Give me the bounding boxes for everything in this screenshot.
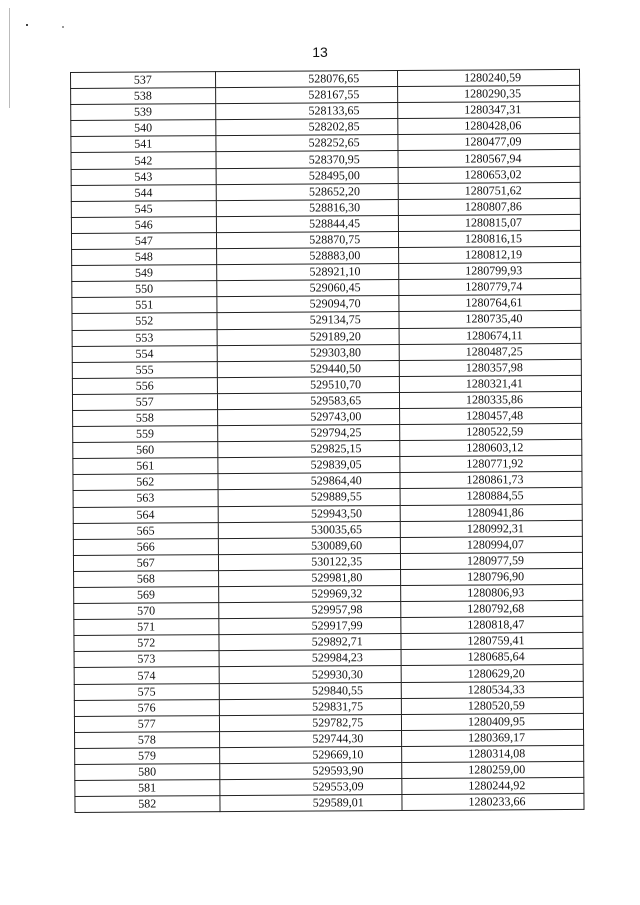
point-number-cell: 582: [75, 796, 220, 813]
point-number-cell: 541: [71, 136, 216, 153]
x-coordinate-cell: 529825,15: [217, 441, 400, 458]
x-coordinate-cell: 530122,35: [218, 553, 401, 570]
x-coordinate-cell: 528870,75: [216, 231, 399, 248]
y-coordinate-cell: 1280941,86: [400, 504, 582, 521]
y-coordinate-cell: 1280771,92: [400, 456, 582, 473]
x-coordinate-cell: 530035,65: [218, 521, 401, 538]
y-coordinate-cell: 1280779,74: [399, 279, 581, 296]
point-number-cell: 572: [74, 635, 219, 652]
x-coordinate-cell: 528652,20: [216, 183, 399, 200]
point-number-cell: 544: [71, 184, 216, 201]
x-coordinate-cell: 529892,71: [218, 634, 401, 651]
y-coordinate-cell: 1280977,59: [401, 552, 583, 569]
point-number-cell: 561: [73, 458, 218, 475]
x-coordinate-cell: 528252,65: [215, 135, 398, 152]
x-coordinate-cell: 529510,70: [217, 376, 400, 393]
x-coordinate-cell: 528495,00: [216, 167, 399, 184]
point-number-cell: 568: [74, 571, 219, 588]
point-number-cell: 570: [74, 603, 219, 620]
x-coordinate-cell: 529984,23: [219, 650, 402, 667]
x-coordinate-cell: 528370,95: [216, 151, 399, 168]
x-coordinate-cell: 529589,01: [219, 795, 402, 812]
y-coordinate-cell: 1280369,17: [402, 729, 584, 746]
x-coordinate-cell: 529943,50: [218, 505, 401, 522]
x-coordinate-cell: 528133,65: [215, 103, 398, 120]
y-coordinate-cell: 1280816,15: [399, 230, 581, 247]
x-coordinate-cell: 528921,10: [216, 264, 399, 281]
point-number-cell: 558: [73, 410, 218, 427]
coordinates-table-body: [71, 69, 585, 812]
point-number-cell: 576: [74, 699, 219, 716]
y-coordinate-cell: 1280290,35: [398, 85, 580, 102]
coordinates-table: [70, 69, 585, 813]
point-number-cell: 564: [73, 506, 218, 523]
y-coordinate-cell: 1280807,86: [399, 198, 581, 215]
point-number-cell: 545: [71, 200, 216, 217]
y-coordinate-cell: 1280884,55: [400, 488, 582, 505]
x-coordinate-cell: 529889,55: [218, 489, 401, 506]
point-number-cell: 551: [72, 297, 217, 314]
x-coordinate-cell: 529957,98: [218, 602, 401, 619]
point-number-cell: 548: [72, 249, 217, 266]
x-coordinate-cell: 529981,80: [218, 569, 401, 586]
y-coordinate-cell: 1280603,12: [400, 440, 582, 457]
point-number-cell: 581: [75, 780, 220, 797]
point-number-cell: 579: [75, 748, 220, 765]
x-coordinate-cell: 529744,30: [219, 730, 402, 747]
point-number-cell: 559: [73, 426, 218, 443]
y-coordinate-cell: 1280629,20: [401, 665, 583, 682]
y-coordinate-cell: 1280685,64: [401, 649, 583, 666]
x-coordinate-cell: 529593,90: [219, 763, 402, 780]
scan-speck: [26, 24, 28, 26]
point-number-cell: 553: [72, 329, 217, 346]
x-coordinate-cell: 528883,00: [216, 248, 399, 265]
y-coordinate-cell: 1280799,93: [399, 263, 581, 280]
point-number-cell: 538: [71, 88, 216, 105]
x-coordinate-cell: 528167,55: [215, 87, 398, 104]
x-coordinate-cell: 529969,32: [218, 585, 401, 602]
y-coordinate-cell: 1280428,06: [398, 118, 580, 135]
point-number-cell: 571: [74, 619, 219, 636]
point-number-cell: 552: [72, 313, 217, 330]
y-coordinate-cell: 1280233,66: [402, 794, 584, 811]
y-coordinate-cell: 1280815,07: [399, 214, 581, 231]
y-coordinate-cell: 1280812,19: [399, 246, 581, 263]
point-number-cell: 555: [72, 361, 217, 378]
x-coordinate-cell: 529831,75: [219, 698, 402, 715]
point-number-cell: 575: [74, 683, 219, 700]
y-coordinate-cell: 1280735,40: [399, 311, 581, 328]
y-coordinate-cell: 1280357,98: [399, 359, 581, 376]
x-coordinate-cell: 529864,40: [218, 473, 401, 490]
y-coordinate-cell: 1280244,92: [402, 777, 584, 794]
point-number-cell: 539: [71, 104, 216, 121]
point-number-cell: 580: [75, 764, 220, 781]
point-number-cell: 569: [74, 587, 219, 604]
y-coordinate-cell: 1280653,02: [398, 166, 580, 183]
x-coordinate-cell: 529917,99: [218, 618, 401, 635]
scan-speck: [62, 26, 64, 28]
x-coordinate-cell: 529930,30: [219, 666, 402, 683]
y-coordinate-cell: 1280992,31: [400, 520, 582, 537]
point-number-cell: 557: [72, 393, 217, 410]
point-number-cell: 549: [72, 265, 217, 282]
y-coordinate-cell: 1280994,07: [401, 536, 583, 553]
y-coordinate-cell: 1280759,41: [401, 633, 583, 650]
x-coordinate-cell: 529840,55: [219, 682, 402, 699]
x-coordinate-cell: 529743,00: [217, 408, 400, 425]
point-number-cell: 574: [74, 667, 219, 684]
x-coordinate-cell: 529794,25: [217, 425, 400, 442]
x-coordinate-cell: 528202,85: [215, 119, 398, 136]
y-coordinate-cell: 1280314,08: [402, 745, 584, 762]
x-coordinate-cell: 529134,75: [217, 312, 400, 329]
y-coordinate-cell: 1280818,47: [401, 617, 583, 634]
y-coordinate-cell: 1280806,93: [401, 584, 583, 601]
y-coordinate-cell: 1280335,86: [400, 391, 582, 408]
x-coordinate-cell: 529583,65: [217, 392, 400, 409]
x-coordinate-cell: 529094,70: [216, 296, 399, 313]
y-coordinate-cell: 1280457,48: [400, 407, 582, 424]
y-coordinate-cell: 1280409,95: [402, 713, 584, 730]
x-coordinate-cell: 528076,65: [215, 70, 398, 87]
x-coordinate-cell: 529669,10: [219, 746, 402, 763]
point-number-cell: 554: [72, 345, 217, 362]
y-coordinate-cell: 1280321,41: [400, 375, 582, 392]
point-number-cell: 577: [74, 715, 219, 732]
point-number-cell: 578: [75, 731, 220, 748]
y-coordinate-cell: 1280522,59: [400, 423, 582, 440]
point-number-cell: 537: [71, 72, 216, 89]
point-number-cell: 543: [71, 168, 216, 185]
point-number-cell: 567: [73, 554, 218, 571]
x-coordinate-cell: 529782,75: [219, 714, 402, 731]
x-coordinate-cell: 530089,60: [218, 537, 401, 554]
x-coordinate-cell: 529553,09: [219, 779, 402, 796]
table-row: [75, 794, 584, 813]
y-coordinate-cell: 1280796,90: [401, 568, 583, 585]
point-number-cell: 565: [73, 522, 218, 539]
y-coordinate-cell: 1280674,11: [399, 327, 581, 344]
point-number-cell: 556: [72, 377, 217, 394]
y-coordinate-cell: 1280861,73: [400, 472, 582, 489]
point-number-cell: 566: [73, 538, 218, 555]
point-number-cell: 546: [71, 216, 216, 233]
point-number-cell: 540: [71, 120, 216, 137]
point-number-cell: 563: [73, 490, 218, 507]
x-coordinate-cell: 529189,20: [217, 328, 400, 345]
page-number: 13: [312, 44, 328, 60]
y-coordinate-cell: 1280567,94: [398, 150, 580, 167]
point-number-cell: 547: [71, 233, 216, 250]
point-number-cell: 573: [74, 651, 219, 668]
x-coordinate-cell: 529440,50: [217, 360, 400, 377]
point-number-cell: 560: [73, 442, 218, 459]
x-coordinate-cell: 529060,45: [216, 280, 399, 297]
x-coordinate-cell: 529303,80: [217, 344, 400, 361]
y-coordinate-cell: 1280534,33: [401, 681, 583, 698]
x-coordinate-cell: 528844,45: [216, 215, 399, 232]
y-coordinate-cell: 1280477,09: [398, 134, 580, 151]
x-coordinate-cell: 529839,05: [217, 457, 400, 474]
y-coordinate-cell: 1280751,62: [398, 182, 580, 199]
y-coordinate-cell: 1280520,59: [402, 697, 584, 714]
y-coordinate-cell: 1280764,61: [399, 295, 581, 312]
y-coordinate-cell: 1280487,25: [399, 343, 581, 360]
point-number-cell: 562: [73, 474, 218, 491]
y-coordinate-cell: 1280347,31: [398, 102, 580, 119]
x-coordinate-cell: 528816,30: [216, 199, 399, 216]
point-number-cell: 550: [72, 281, 217, 298]
point-number-cell: 542: [71, 152, 216, 169]
y-coordinate-cell: 1280240,59: [398, 69, 580, 86]
y-coordinate-cell: 1280792,68: [401, 600, 583, 617]
y-coordinate-cell: 1280259,00: [402, 761, 584, 778]
